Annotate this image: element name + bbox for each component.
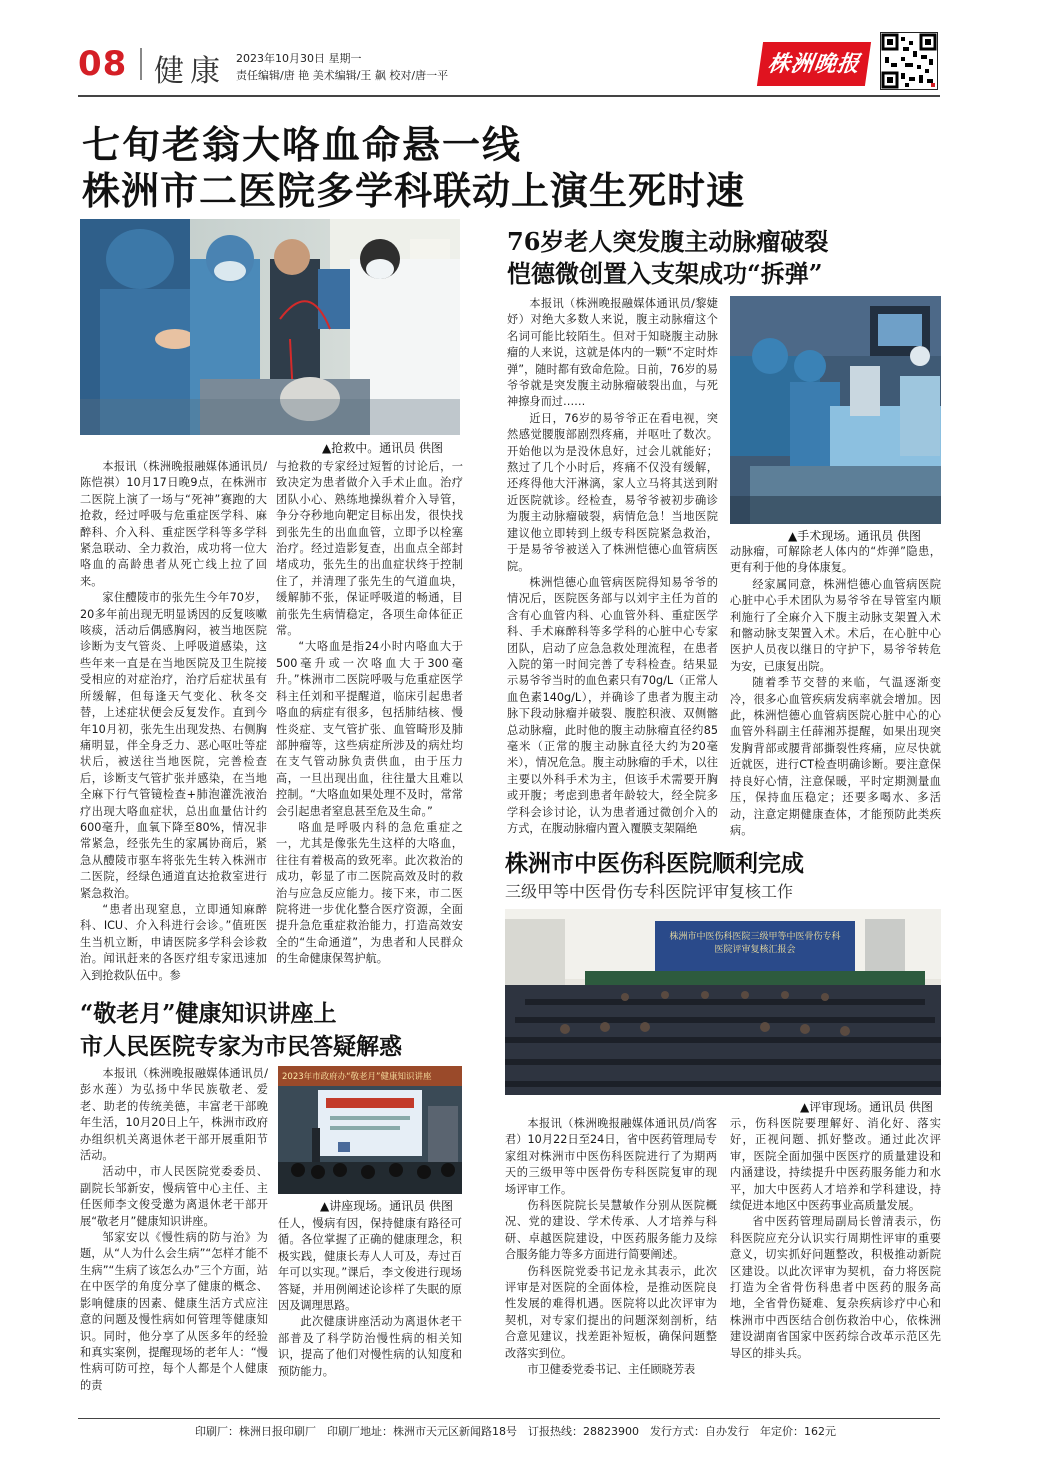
- paragraph: “患者出现窒息，立即通知麻醉科、ICU、介入科进行会诊。”值班医生当机立断，申请医院多学科会诊救治。闻讯赶来的各医疗组专家迅速加入到抢救队伍中。参: [80, 902, 267, 982]
- paragraph: 本报讯（株洲晚报融媒体通讯员/彭水莲）为弘扬中华民族敬老、爱老、助老的传统美德，丰富老干部晚年生活，10月20日上午，株洲市政府办组织机关离退休老干部开展重阳节活动。: [80, 1067, 268, 1163]
- aortic-article-headline-line1: 76岁老人突发腹主动脉瘤破裂: [507, 227, 829, 256]
- paragraph: 省中医药管理局副局长曾清表示，伤科医院应充分认识实行周期性评审的重要意义，切实抓好问题整改，积极推动新院区建设。以此次评审为契机，奋力将医院打造为全省骨伤科患者中医药的服务高地，全省骨伤疑难、复杂疾病诊疗中心和株洲市中西医结合创伤救治中心，依株洲建设湖南省国家中医药综合改革示范区先导区的排头兵。: [730, 1215, 941, 1360]
- main-article-column-2: [276, 459, 463, 982]
- aortic-article-headline-line2: 恺德微创置入支架成功“拆弹”: [507, 259, 823, 288]
- review-photo-caption: ▲评审现场。通讯员 供图: [800, 1100, 934, 1114]
- lecture-headline-line1: “敬老月”健康知识讲座上: [80, 1000, 337, 1027]
- main-headline-line1: 七旬老翁大咯血命悬一线: [82, 123, 523, 167]
- page-number: 08: [78, 44, 128, 84]
- footer-rule: [78, 1418, 940, 1419]
- main-article-column-1: [80, 459, 267, 982]
- rescue-photo-caption: ▲抢救中。通讯员 供图: [322, 441, 444, 455]
- surgery-photo-caption: ▲手术现场。通讯员 供图: [788, 529, 922, 543]
- header-divider: [140, 48, 142, 80]
- paragraph: 伤科医院党委书记龙永其表示，此次评审是对医院的全面体检，是推动医院良性发展的难得机遇。医院将以此次评审为契机，对专家们提出的问题深刻剖析，结合意见建议，找差距补短板，确保问题整改落实到位。: [505, 1264, 717, 1360]
- aortic-article-column-left: [507, 296, 718, 835]
- section-name: 健康: [154, 54, 226, 89]
- paragraph: 动脉瘤，可解除老人体内的“炸弹”隐患，更有利于他的身体康复。: [730, 545, 941, 575]
- paragraph: 本报讯（株洲晚报融媒体通讯员/陈恺祺）10月17日晚9点，在株洲市二医院上演了一场与“死神”赛跑的大抢救，经过呼吸与危重症医学科、麻醉科、介入科、重症医学科等多学科紧急联动、全力救治，成功将一位大咯血的高龄患者从死亡线上拉了回来。: [80, 460, 267, 588]
- issue-date: 2023年10月30日 星期一: [236, 52, 362, 65]
- main-headline-line2: 株洲市二医院多学科联动上演生死时速: [82, 169, 746, 213]
- qr-code-icon: [880, 32, 938, 90]
- paragraph: 株洲恺德心血管病医院得知易爷爷的情况后，医院医务部与以刘宇主任为首的含有心血管内科、心血管外科、重症医学科、手术麻醉科等多学科的心脏中心专家团队，启动了应急急救处理流程，在患者入院的第一时间完善了专科检查。结果显示易爷爷当时的血色素只有70g/L（正常人血色素140g/L），并确诊了患者为腹主动脉下段动脉瘤并破裂、腹腔积液、双侧髂总动脉瘤，此时他的腹主动脉瘤直径约85毫米（正常的腹主动脉直径大约为20毫米），情况危急。腹主动脉瘤的手术，以往主要以外科手术为主，但该手术需要开胸或开腹；考虑到患者年龄较大，经全院多学科会诊讨论，认为患者通过微创介入的方式，在腹动脉瘤内置入覆膜支架隔绝: [507, 575, 718, 835]
- paragraph: 随着季节交替的来临，气温逐渐变冷，很多心血管疾病发病率就会增加。因此，株洲恺德心血管病医院心脏中心的心血管外科副主任薛湘苏提醒，如果出现突发胸背部或腰背部撕裂性疼痛，应尽快就近就医，进行CT检查明确诊断。要注意保持良好心情，注意保暖，平时定期测量血压，保持血压稳定；还要多喝水、多活动，注意定期健康查体，才能预防此类疾病。: [730, 676, 941, 837]
- rescue-photo: [80, 219, 460, 435]
- surgery-photo: [730, 296, 941, 524]
- paragraph: 伤科医院院长吴慧敏作分别从医院概况、党的建设、学术传承、人才培养与科研、卓越医院建设，中医药服务能力及综合服务能力等多方面进行简要阐述。: [505, 1199, 717, 1262]
- tcm-article-column-left: [505, 1116, 717, 1412]
- paragraph: 与抢救的专家经过短暂的讨论后，一致决定为患者做介入手术止血。治疗团队小心、熟练地操纵着介入导管，争分夺秒地向靶定目标出发，很快找到张先生的出血血管，立即予以栓塞治疗。经过造影复查，出血点全部封堵成功，张先生的出血症状终于控制住了，并清理了张先生的气道血块，缓解肺不张，保证呼吸道的畅通，目前张先生病情稳定，各项生命体征正常。: [276, 460, 463, 638]
- paragraph: 此次健康讲座活动为离退休老干部普及了科学防治慢性病的相关知识，提高了他们对慢性病的认知度和预防能力。: [278, 1315, 462, 1378]
- review-meeting-photo: [505, 909, 941, 1095]
- tcm-hospital-headline: 株洲市中医伤科医院顺利完成: [505, 850, 804, 877]
- paragraph: 本报讯（株洲晚报融媒体通讯员/尚客君）10月22日至24日，省中医药管理局专家组对株洲市中医伤科医院进行了为期两天的三级甲等中医骨伤专科医院复审的现场评审工作。: [505, 1117, 717, 1196]
- paragraph: 本报讯（株洲晚报融媒体通讯员/黎婕妤）对绝大多数人来说，腹主动脉瘤这个名词可能比较陌生。但对于知晓腹主动脉瘤的人来说，这就是体内的一颗“不定时炸弹”，随时都有致命危险。日前，76岁的易爷爷就是突发腹主动脉瘤破裂出血，与死神擦身而过……: [507, 297, 718, 409]
- aortic-article-column-right: [730, 544, 941, 837]
- paragraph: 近日，76岁的易爷爷正在看电视，突然感觉腰腹部剧烈疼痛，并呕吐了数次。开始他以为是没休息好，过会儿就能好；熬过了几个小时后，疼痛不仅没有缓解，还疼得他大汗淋漓，家人立马将其送到附近医院就诊。经检查，易爷爷被初步确诊为腹主动脉瘤破裂，病情危急！当地医院建议他立即转到上级专科医院紧急救治，于是易爷爷被送入了株洲恺德心血管病医院。: [507, 411, 718, 573]
- header-rule: [78, 95, 940, 97]
- lecture-photo-caption: ▲讲座现场。通讯员 供图: [320, 1199, 454, 1213]
- paragraph: 邹家安以《慢性病的防与治》为题，从“人为什么会生病”“怎样才能不生病”“生病了该怎么办”三个方面，站在中医学的角度分享了健康的概念、影响健康的因素、健康生活方式应注意的问题及慢性病如何管理等健康知识。同时，他分享了从医多年的经验和真实案例，提醒现场的老年人：“慢性病可防可控，每个人都是个人健康的责: [80, 1231, 268, 1392]
- paragraph: 家住醴陵市的张先生今年70岁，20多年前出现无明显诱因的反复咳嗽咳痰，活动后偶感胸闷，被当地医院诊断为支气管炎、上呼吸道感染，这些年来一直是在当地医院及卫生院接受相应的对症治疗，治疗后症状虽有所缓解，但每逢天气变化、秋冬交替，上述症状便会反复发作。直到今年10月初，张先生出现发热、右侧胸痛明显，伴全身乏力、恶心呕吐等症状后，被送往当地医院，完善检查后，诊断支气管扩张并感染，在当地全麻下行气管镜检查+肺泡灌洗液治疗出现大咯血症状，总出血量估计约600毫升，血氧下降至80%，情况非常紧急，经张先生的家属协商后，紧急从醴陵市驱车将张先生转入株洲市二医院，经绿色通道直达抢救室进行紧急救治。: [80, 591, 267, 900]
- meeting-banner-text: 株洲市中医伤科医院三级甲等中医骨伤专科医院评审复核汇报会: [669, 932, 841, 955]
- paragraph: 示，伤科医院要理解好、消化好、落实好，正视问题、抓好整改。通过此次评审，医院全面加强中医医疗的质量建设和内涵建设，持续提升中医药服务能力和水平，加大中医药人才培养和学科建设，持续促进本地区中医药事业高质量发展。: [730, 1117, 941, 1213]
- tcm-article-column-right: [730, 1116, 941, 1412]
- paragraph: 市卫健委党委书记、主任顾晓芳表: [527, 1363, 696, 1377]
- paragraph: 咯血是呼吸内科的急危重症之一，尤其是像张先生这样的大咯血，往往有着极高的致死率。此次救治的成功，彰显了市二医院高效及时的救治与应急反应能力。接下来，市二医院将进一步优化整合医疗资源，全面提升急危重症救治能力，打造高效安全的“生命通道”，为患者和人民群众的生命健康保驾护航。: [276, 820, 463, 966]
- tcm-hospital-subheadline: 三级甲等中医骨伤专科医院评审复核工作: [505, 882, 794, 901]
- newspaper-masthead-logo: 株洲晚报: [757, 42, 871, 86]
- editor-credits: 责任编辑/唐 艳 美术编辑/王 飙 校对/唐一平: [236, 69, 449, 82]
- paragraph: 任人，慢病有因，保持健康有路径可循。各位掌握了正确的健康理念，积极实践，健康长寿人人可及，寿过百年可以实现。”课后，李文俊进行现场答疑，并用例阐述论诊样了失眠的原因及调理思路。: [278, 1217, 462, 1313]
- lecture-screen-banner-text: 2023年市政府办“敬老月”健康知识讲座: [282, 1072, 432, 1082]
- paragraph: 活动中，市人民医院党委委员、副院长邹新安，慢病管中心主任、主任医师李文俊受邀为离退休老干部开展“敬老月”健康知识讲座。: [80, 1165, 268, 1228]
- lecture-headline-line2: 市人民医院专家为市民答疑解惑: [80, 1033, 402, 1060]
- printing-info-footer: 印刷厂：株洲日报印刷厂 印刷厂地址：株洲市天元区新闻路18号 订报热线：28823900 发行方式：自办发行 年定价：162元: [195, 1425, 836, 1438]
- lecture-article-column-2: [278, 1216, 462, 1412]
- lecture-article-column-1: [80, 1066, 268, 1412]
- lecture-photo: [278, 1066, 462, 1194]
- paragraph: 经家属同意，株洲恺德心血管病医院心脏中心手术团队为易爷爷在导管室内顺利施行了全麻介入下腹主动脉支架置入术和髂动脉支架置入术。术后，在心脏中心医护人员夜以继日的守护下，易爷爷转危为安，已康复出院。: [730, 577, 941, 673]
- paragraph: “大咯血是指24小时内咯血大于500毫升或一次咯血大于300毫升。”株洲市二医院呼吸与危重症医学科主任刘和平提醒道，临床引起患者咯血的病症有很多，包括肺结核、慢性炎症、支气管扩张、血管畸形及肺部肿瘤等，这些病症所涉及的病灶均在支气管动脉负责供血，由于压力高，一旦出现出血，往往量大且难以控制。“大咯血如果处理不及时，常常会引起患者窒息甚至危及生命。”: [276, 640, 463, 818]
